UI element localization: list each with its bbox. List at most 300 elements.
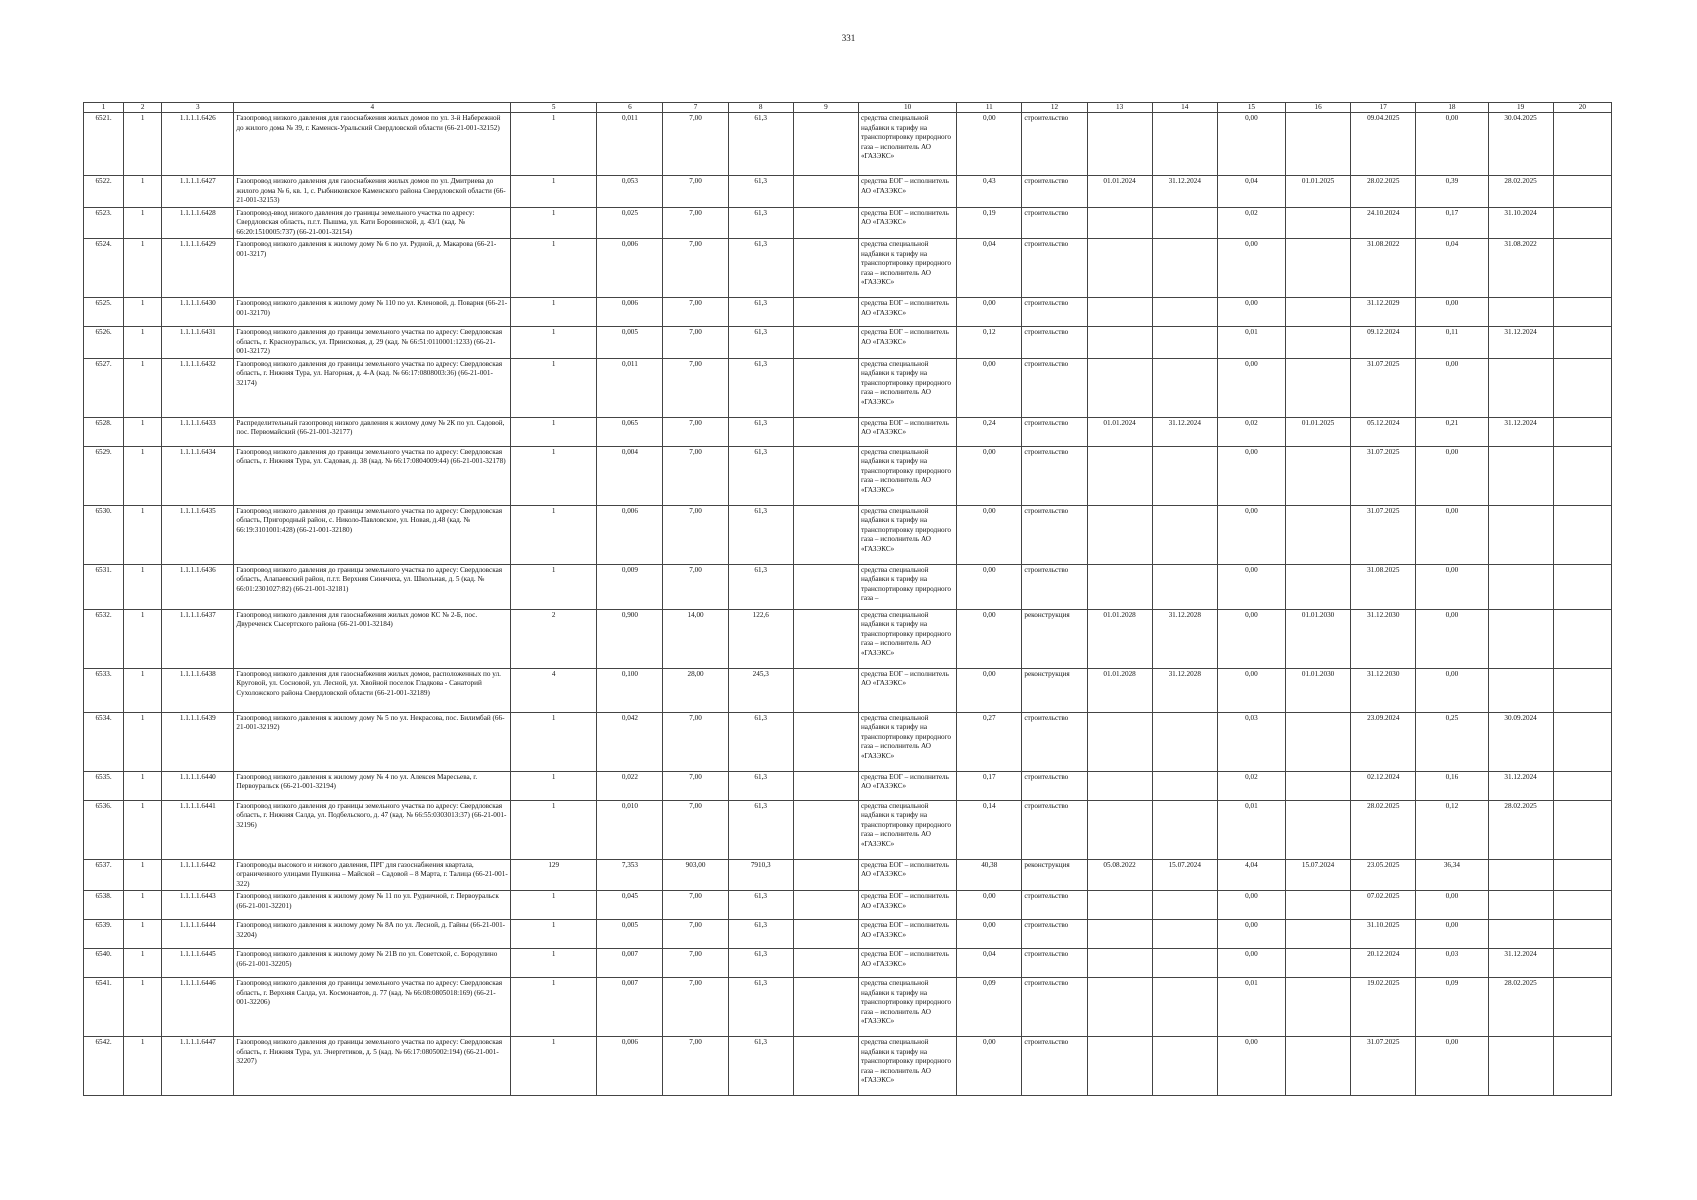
col-9-cell bbox=[793, 920, 858, 949]
work-type-cell: строительство bbox=[1022, 564, 1087, 609]
col-15-cell: 0,02 bbox=[1217, 417, 1285, 446]
table-row bbox=[84, 712, 1612, 771]
code-cell: 1.1.1.1.6436 bbox=[162, 564, 234, 609]
capacity-cell: 7,00 bbox=[663, 446, 728, 505]
completion-date-cell: 31.07.2025 bbox=[1351, 505, 1416, 564]
work-type-cell: строительство bbox=[1022, 949, 1087, 978]
col-20-cell bbox=[1553, 298, 1611, 327]
col-15-cell: 4,04 bbox=[1217, 859, 1285, 891]
col-16-cell bbox=[1286, 920, 1351, 949]
funding-source-cell: средства ЕОГ – исполнитель АО «ГАЗЭКС» bbox=[858, 327, 956, 359]
quantity-cell: 1 bbox=[511, 920, 597, 949]
funding-source-cell: средства ЕОГ – исполнитель АО «ГАЗЭКС» bbox=[858, 920, 956, 949]
completion-date-cell: 24.10.2024 bbox=[1351, 207, 1416, 239]
section-cell: 1 bbox=[124, 771, 162, 800]
capacity-cell: 7,00 bbox=[663, 505, 728, 564]
col-18-cell: 0,00 bbox=[1416, 891, 1488, 920]
section-cell: 1 bbox=[124, 417, 162, 446]
col-16-cell bbox=[1286, 712, 1351, 771]
completion-date-cell: 23.09.2024 bbox=[1351, 712, 1416, 771]
length-cell: 0,005 bbox=[597, 920, 663, 949]
col-18-cell: 0,09 bbox=[1416, 978, 1488, 1037]
length-cell: 0,006 bbox=[597, 1037, 663, 1096]
start-date-cell bbox=[1087, 505, 1152, 564]
work-type-cell: строительство bbox=[1022, 505, 1087, 564]
end-date-cell: 31.12.2024 bbox=[1152, 176, 1217, 208]
column-number-cell: 8 bbox=[728, 103, 793, 113]
column-number-cell: 16 bbox=[1286, 103, 1351, 113]
register-table bbox=[83, 102, 1612, 1096]
power-cell: 61,3 bbox=[728, 176, 793, 208]
object-name-cell: Газопровод-ввод низкого давления до границы земельного участка по адресу: Свердловская область, п.г.т. Пышма, ул. Кати Боровинской, д. 43/1 (кад. № 66:20:1510005:737) (66-21-001-32154) bbox=[234, 207, 511, 239]
col-20-cell bbox=[1553, 920, 1611, 949]
object-name-cell: Газопровод низкого давления к жилому дому № 5 по ул. Некрасова, пос. Билимбай (66-21-001-32192) bbox=[234, 712, 511, 771]
col-18-cell: 0,00 bbox=[1416, 668, 1488, 712]
col-9-cell bbox=[793, 446, 858, 505]
col-9-cell bbox=[793, 978, 858, 1037]
section-cell: 1 bbox=[124, 891, 162, 920]
funding-source-cell: средства специальной надбавки к тарифу на транспортировку природного газа – исполнитель АО «ГАЗЭКС» bbox=[858, 239, 956, 298]
completion-date-cell: 19.02.2025 bbox=[1351, 978, 1416, 1037]
section-cell: 1 bbox=[124, 298, 162, 327]
col-20-cell bbox=[1553, 239, 1611, 298]
table-row bbox=[84, 668, 1612, 712]
table-row bbox=[84, 417, 1612, 446]
section-cell: 1 bbox=[124, 609, 162, 668]
power-cell: 7910,3 bbox=[728, 859, 793, 891]
section-cell: 1 bbox=[124, 564, 162, 609]
quantity-cell: 1 bbox=[511, 712, 597, 771]
row-number-cell: 6536. bbox=[84, 800, 124, 859]
code-cell: 1.1.1.1.6447 bbox=[162, 1037, 234, 1096]
section-cell: 1 bbox=[124, 207, 162, 239]
code-cell: 1.1.1.1.6432 bbox=[162, 358, 234, 417]
end-date-cell: 31.12.2024 bbox=[1152, 417, 1217, 446]
start-date-cell bbox=[1087, 446, 1152, 505]
col-18-cell: 0,00 bbox=[1416, 564, 1488, 609]
end-date-cell: 15.07.2024 bbox=[1152, 859, 1217, 891]
col-16-cell bbox=[1286, 771, 1351, 800]
col-15-cell: 0,02 bbox=[1217, 207, 1285, 239]
row-number-cell: 6525. bbox=[84, 298, 124, 327]
code-cell: 1.1.1.1.6429 bbox=[162, 239, 234, 298]
column-number-cell: 7 bbox=[663, 103, 728, 113]
col-15-cell: 0,01 bbox=[1217, 800, 1285, 859]
completion-date-cell: 31.12.2030 bbox=[1351, 668, 1416, 712]
col-9-cell bbox=[793, 800, 858, 859]
section-cell: 1 bbox=[124, 920, 162, 949]
code-cell: 1.1.1.1.6439 bbox=[162, 712, 234, 771]
length-cell: 0,011 bbox=[597, 113, 663, 176]
capacity-cell: 7,00 bbox=[663, 712, 728, 771]
work-type-cell: реконструкция bbox=[1022, 859, 1087, 891]
capacity-cell: 7,00 bbox=[663, 207, 728, 239]
work-type-cell: строительство bbox=[1022, 771, 1087, 800]
power-cell: 61,3 bbox=[728, 446, 793, 505]
col-16-cell bbox=[1286, 239, 1351, 298]
funding-source-cell: средства специальной надбавки к тарифу на транспортировку природного газа – исполнитель АО «ГАЗЭКС» bbox=[858, 113, 956, 176]
funding-source-cell: средства ЕОГ – исполнитель АО «ГАЗЭКС» bbox=[858, 891, 956, 920]
col-9-cell bbox=[793, 417, 858, 446]
end-date-cell bbox=[1152, 1037, 1217, 1096]
code-cell: 1.1.1.1.6437 bbox=[162, 609, 234, 668]
funding-source-cell: средства специальной надбавки к тарифу на транспортировку природного газа – исполнитель АО «ГАЗЭКС» bbox=[858, 505, 956, 564]
capacity-cell: 7,00 bbox=[663, 771, 728, 800]
code-cell: 1.1.1.1.6431 bbox=[162, 327, 234, 359]
work-type-cell: строительство bbox=[1022, 176, 1087, 208]
col-20-cell bbox=[1553, 800, 1611, 859]
length-cell: 0,007 bbox=[597, 978, 663, 1037]
completion-date-cell: 31.07.2025 bbox=[1351, 446, 1416, 505]
table-row bbox=[84, 1037, 1612, 1096]
capacity-cell: 7,00 bbox=[663, 358, 728, 417]
table-row bbox=[84, 176, 1612, 208]
length-cell: 0,042 bbox=[597, 712, 663, 771]
code-cell: 1.1.1.1.6444 bbox=[162, 920, 234, 949]
work-type-cell: строительство bbox=[1022, 446, 1087, 505]
work-type-cell: строительство bbox=[1022, 113, 1087, 176]
work-type-cell: реконструкция bbox=[1022, 609, 1087, 668]
funding-source-cell: средства ЕОГ – исполнитель АО «ГАЗЭКС» bbox=[858, 298, 956, 327]
completion-date-cell: 07.02.2025 bbox=[1351, 891, 1416, 920]
completion-date-cell: 05.12.2024 bbox=[1351, 417, 1416, 446]
cost-cell: 0,00 bbox=[957, 564, 1022, 609]
funding-source-cell: средства специальной надбавки к тарифу на транспортировку природного газа – исполнитель АО «ГАЗЭКС» bbox=[858, 446, 956, 505]
cost-cell: 0,17 bbox=[957, 771, 1022, 800]
completion-date-cell: 20.12.2024 bbox=[1351, 949, 1416, 978]
col-20-cell bbox=[1553, 609, 1611, 668]
cost-cell: 0,00 bbox=[957, 609, 1022, 668]
cost-cell: 0,04 bbox=[957, 239, 1022, 298]
row-number-cell: 6521. bbox=[84, 113, 124, 176]
column-number-cell: 14 bbox=[1152, 103, 1217, 113]
col-16-cell: 01.01.2025 bbox=[1286, 176, 1351, 208]
row-number-cell: 6526. bbox=[84, 327, 124, 359]
col-15-cell: 0,00 bbox=[1217, 505, 1285, 564]
start-date-cell bbox=[1087, 949, 1152, 978]
section-cell: 1 bbox=[124, 1037, 162, 1096]
start-date-cell bbox=[1087, 358, 1152, 417]
quantity-cell: 1 bbox=[511, 176, 597, 208]
col-16-cell bbox=[1286, 891, 1351, 920]
completion-date-cell: 31.12.2030 bbox=[1351, 609, 1416, 668]
capacity-cell: 7,00 bbox=[663, 1037, 728, 1096]
end-date-cell: 31.12.2028 bbox=[1152, 609, 1217, 668]
start-date-cell bbox=[1087, 800, 1152, 859]
column-number-cell: 3 bbox=[162, 103, 234, 113]
completion-date-cell: 23.05.2025 bbox=[1351, 859, 1416, 891]
cost-cell: 0,43 bbox=[957, 176, 1022, 208]
col-9-cell bbox=[793, 1037, 858, 1096]
section-cell: 1 bbox=[124, 113, 162, 176]
col-16-cell bbox=[1286, 800, 1351, 859]
col-15-cell: 0,00 bbox=[1217, 113, 1285, 176]
col-18-cell: 0,00 bbox=[1416, 1037, 1488, 1096]
table-row bbox=[84, 113, 1612, 176]
completion-date-cell: 09.12.2024 bbox=[1351, 327, 1416, 359]
power-cell: 61,3 bbox=[728, 800, 793, 859]
table-row bbox=[84, 446, 1612, 505]
col-9-cell bbox=[793, 207, 858, 239]
col-16-cell bbox=[1286, 327, 1351, 359]
col-18-cell: 0,00 bbox=[1416, 298, 1488, 327]
col-20-cell bbox=[1553, 327, 1611, 359]
cost-cell: 0,27 bbox=[957, 712, 1022, 771]
length-cell: 0,100 bbox=[597, 668, 663, 712]
quantity-cell: 1 bbox=[511, 564, 597, 609]
power-cell: 61,3 bbox=[728, 327, 793, 359]
completion-date-cell: 31.10.2025 bbox=[1351, 920, 1416, 949]
row-number-cell: 6533. bbox=[84, 668, 124, 712]
column-number-cell: 11 bbox=[957, 103, 1022, 113]
funding-source-cell: средства ЕОГ – исполнитель АО «ГАЗЭКС» bbox=[858, 949, 956, 978]
col-9-cell bbox=[793, 564, 858, 609]
col-20-cell bbox=[1553, 859, 1611, 891]
funding-source-cell: средства ЕОГ – исполнитель АО «ГАЗЭКС» bbox=[858, 207, 956, 239]
col-16-cell bbox=[1286, 949, 1351, 978]
column-number-cell: 20 bbox=[1553, 103, 1611, 113]
end-date-cell bbox=[1152, 978, 1217, 1037]
table-row bbox=[84, 239, 1612, 298]
col-18-cell: 0,00 bbox=[1416, 113, 1488, 176]
end-date-cell bbox=[1152, 800, 1217, 859]
col-15-cell: 0,00 bbox=[1217, 446, 1285, 505]
quantity-cell: 1 bbox=[511, 327, 597, 359]
commissioning-date-cell: 28.02.2025 bbox=[1488, 176, 1553, 208]
capacity-cell: 7,00 bbox=[663, 920, 728, 949]
col-20-cell bbox=[1553, 891, 1611, 920]
quantity-cell: 4 bbox=[511, 668, 597, 712]
work-type-cell: строительство bbox=[1022, 239, 1087, 298]
table-row bbox=[84, 920, 1612, 949]
col-20-cell bbox=[1553, 712, 1611, 771]
col-16-cell bbox=[1286, 298, 1351, 327]
capacity-cell: 7,00 bbox=[663, 176, 728, 208]
cost-cell: 0,00 bbox=[957, 446, 1022, 505]
row-number-cell: 6538. bbox=[84, 891, 124, 920]
commissioning-date-cell: 31.12.2024 bbox=[1488, 417, 1553, 446]
funding-source-cell: средства специальной надбавки к тарифу на транспортировку природного газа – bbox=[858, 564, 956, 609]
section-cell: 1 bbox=[124, 800, 162, 859]
cost-cell: 0,19 bbox=[957, 207, 1022, 239]
column-number-cell: 4 bbox=[234, 103, 511, 113]
object-name-cell: Газопровод низкого давления до границы земельного участка по адресу: Свердловская область, Алапаевский район, п.г.т. Верхняя Синячиха, ул. Школьная, д. 5 (кад. № 66:01:2301027:82) (66-21-001-32181) bbox=[234, 564, 511, 609]
length-cell: 0,006 bbox=[597, 298, 663, 327]
start-date-cell bbox=[1087, 239, 1152, 298]
table-row bbox=[84, 298, 1612, 327]
col-18-cell: 0,25 bbox=[1416, 712, 1488, 771]
table-row bbox=[84, 327, 1612, 359]
completion-date-cell: 09.04.2025 bbox=[1351, 113, 1416, 176]
cost-cell: 0,12 bbox=[957, 327, 1022, 359]
quantity-cell: 1 bbox=[511, 239, 597, 298]
object-name-cell: Газопровод низкого давления к жилому дому № 4 по ул. Алексея Маресьева, г. Первоуральск (66-21-001-32194) bbox=[234, 771, 511, 800]
power-cell: 61,3 bbox=[728, 978, 793, 1037]
cost-cell: 0,00 bbox=[957, 668, 1022, 712]
funding-source-cell: средства ЕОГ – исполнитель АО «ГАЗЭКС» bbox=[858, 668, 956, 712]
commissioning-date-cell: 28.02.2025 bbox=[1488, 978, 1553, 1037]
table-row bbox=[84, 771, 1612, 800]
capacity-cell: 14,00 bbox=[663, 609, 728, 668]
col-16-cell: 01.01.2030 bbox=[1286, 668, 1351, 712]
col-20-cell bbox=[1553, 1037, 1611, 1096]
object-name-cell: Газопровод низкого давления до границы земельного участка по адресу: Свердловская область, г. Нижняя Тура, ул. Энергетиков, д. 5 (кад. № 66:17:0805002:194) (66-21-001-32207) bbox=[234, 1037, 511, 1096]
object-name-cell: Газопровод низкого давления до границы земельного участка по адресу: Свердловская область, г. Красноуральск, ул. Приисковая, д. 29 (кад. № 66:51:0110001:1233) (66-21-001-32172) bbox=[234, 327, 511, 359]
col-16-cell bbox=[1286, 1037, 1351, 1096]
col-15-cell: 0,04 bbox=[1217, 176, 1285, 208]
col-16-cell bbox=[1286, 505, 1351, 564]
col-16-cell bbox=[1286, 113, 1351, 176]
capacity-cell: 7,00 bbox=[663, 113, 728, 176]
column-number-cell: 1 bbox=[84, 103, 124, 113]
code-cell: 1.1.1.1.6434 bbox=[162, 446, 234, 505]
code-cell: 1.1.1.1.6445 bbox=[162, 949, 234, 978]
col-9-cell bbox=[793, 327, 858, 359]
commissioning-date-cell bbox=[1488, 564, 1553, 609]
length-cell: 0,005 bbox=[597, 327, 663, 359]
length-cell: 0,053 bbox=[597, 176, 663, 208]
col-20-cell bbox=[1553, 564, 1611, 609]
end-date-cell bbox=[1152, 113, 1217, 176]
col-15-cell: 0,00 bbox=[1217, 564, 1285, 609]
length-cell: 0,022 bbox=[597, 771, 663, 800]
completion-date-cell: 31.08.2025 bbox=[1351, 564, 1416, 609]
col-15-cell: 0,02 bbox=[1217, 771, 1285, 800]
completion-date-cell: 31.07.2025 bbox=[1351, 358, 1416, 417]
section-cell: 1 bbox=[124, 978, 162, 1037]
col-9-cell bbox=[793, 239, 858, 298]
start-date-cell bbox=[1087, 113, 1152, 176]
quantity-cell: 129 bbox=[511, 859, 597, 891]
col-20-cell bbox=[1553, 978, 1611, 1037]
table-row bbox=[84, 505, 1612, 564]
col-20-cell bbox=[1553, 417, 1611, 446]
commissioning-date-cell: 31.12.2024 bbox=[1488, 771, 1553, 800]
work-type-cell: строительство bbox=[1022, 920, 1087, 949]
col-15-cell: 0,00 bbox=[1217, 668, 1285, 712]
power-cell: 122,6 bbox=[728, 609, 793, 668]
col-16-cell bbox=[1286, 564, 1351, 609]
capacity-cell: 7,00 bbox=[663, 298, 728, 327]
quantity-cell: 1 bbox=[511, 891, 597, 920]
commissioning-date-cell bbox=[1488, 358, 1553, 417]
section-cell: 1 bbox=[124, 358, 162, 417]
start-date-cell bbox=[1087, 920, 1152, 949]
start-date-cell bbox=[1087, 298, 1152, 327]
work-type-cell: реконструкция bbox=[1022, 668, 1087, 712]
col-9-cell bbox=[793, 712, 858, 771]
row-number-cell: 6531. bbox=[84, 564, 124, 609]
power-cell: 245,3 bbox=[728, 668, 793, 712]
length-cell: 0,004 bbox=[597, 446, 663, 505]
table-row bbox=[84, 564, 1612, 609]
length-cell: 0,007 bbox=[597, 949, 663, 978]
capacity-cell: 7,00 bbox=[663, 978, 728, 1037]
section-cell: 1 bbox=[124, 859, 162, 891]
funding-source-cell: средства специальной надбавки к тарифу на транспортировку природного газа – исполнитель АО «ГАЗЭКС» bbox=[858, 800, 956, 859]
commissioning-date-cell: 31.10.2024 bbox=[1488, 207, 1553, 239]
completion-date-cell: 02.12.2024 bbox=[1351, 771, 1416, 800]
end-date-cell bbox=[1152, 239, 1217, 298]
work-type-cell: строительство bbox=[1022, 712, 1087, 771]
col-16-cell bbox=[1286, 446, 1351, 505]
col-9-cell bbox=[793, 609, 858, 668]
column-number-row bbox=[84, 103, 1612, 113]
col-20-cell bbox=[1553, 176, 1611, 208]
commissioning-date-cell bbox=[1488, 505, 1553, 564]
section-cell: 1 bbox=[124, 446, 162, 505]
col-18-cell: 36,34 bbox=[1416, 859, 1488, 891]
capacity-cell: 7,00 bbox=[663, 417, 728, 446]
section-cell: 1 bbox=[124, 949, 162, 978]
quantity-cell: 1 bbox=[511, 207, 597, 239]
code-cell: 1.1.1.1.6440 bbox=[162, 771, 234, 800]
quantity-cell: 1 bbox=[511, 771, 597, 800]
start-date-cell bbox=[1087, 207, 1152, 239]
column-number-cell: 9 bbox=[793, 103, 858, 113]
power-cell: 61,3 bbox=[728, 298, 793, 327]
row-number-cell: 6540. bbox=[84, 949, 124, 978]
start-date-cell bbox=[1087, 771, 1152, 800]
object-name-cell: Газопровод низкого давления для газоснабжения жилых домов по ул. Дмитриева до жилого дома № 6, кв. 1, с. Рыбниковское Каменского района Свердловской области (66-21-001-32153) bbox=[234, 176, 511, 208]
col-9-cell bbox=[793, 949, 858, 978]
col-15-cell: 0,00 bbox=[1217, 298, 1285, 327]
work-type-cell: строительство bbox=[1022, 298, 1087, 327]
capacity-cell: 28,00 bbox=[663, 668, 728, 712]
power-cell: 61,3 bbox=[728, 358, 793, 417]
row-number-cell: 6535. bbox=[84, 771, 124, 800]
table-row bbox=[84, 358, 1612, 417]
commissioning-date-cell bbox=[1488, 920, 1553, 949]
cost-cell: 0,00 bbox=[957, 1037, 1022, 1096]
object-name-cell: Газопровод низкого давления до границы земельного участка по адресу: Свердловская область, г. Нижняя Тура, ул. Нагорная, д. 4-А (кад. № 66:17:0808003:36) (66-21-001-32174) bbox=[234, 358, 511, 417]
end-date-cell bbox=[1152, 712, 1217, 771]
start-date-cell bbox=[1087, 564, 1152, 609]
col-15-cell: 0,00 bbox=[1217, 949, 1285, 978]
code-cell: 1.1.1.1.6435 bbox=[162, 505, 234, 564]
quantity-cell: 1 bbox=[511, 1037, 597, 1096]
capacity-cell: 7,00 bbox=[663, 949, 728, 978]
object-name-cell: Газопровод низкого давления к жилому дому № 110 по ул. Кленовой, д. Поварня (66-21-001-32170) bbox=[234, 298, 511, 327]
quantity-cell: 1 bbox=[511, 800, 597, 859]
column-number-cell: 19 bbox=[1488, 103, 1553, 113]
work-type-cell: строительство bbox=[1022, 978, 1087, 1037]
completion-date-cell: 31.07.2025 bbox=[1351, 1037, 1416, 1096]
col-9-cell bbox=[793, 771, 858, 800]
power-cell: 61,3 bbox=[728, 505, 793, 564]
table-row bbox=[84, 609, 1612, 668]
power-cell: 61,3 bbox=[728, 920, 793, 949]
completion-date-cell: 31.12.2029 bbox=[1351, 298, 1416, 327]
col-20-cell bbox=[1553, 505, 1611, 564]
length-cell: 0,045 bbox=[597, 891, 663, 920]
length-cell: 0,006 bbox=[597, 505, 663, 564]
col-20-cell bbox=[1553, 446, 1611, 505]
length-cell: 7,353 bbox=[597, 859, 663, 891]
funding-source-cell: средства ЕОГ – исполнитель АО «ГАЗЭКС» bbox=[858, 859, 956, 891]
col-9-cell bbox=[793, 298, 858, 327]
funding-source-cell: средства ЕОГ – исполнитель АО «ГАЗЭКС» bbox=[858, 417, 956, 446]
funding-source-cell: средства специальной надбавки к тарифу на транспортировку природного газа – исполнитель АО «ГАЗЭКС» bbox=[858, 978, 956, 1037]
col-9-cell bbox=[793, 113, 858, 176]
row-number-cell: 6534. bbox=[84, 712, 124, 771]
col-9-cell bbox=[793, 668, 858, 712]
work-type-cell: строительство bbox=[1022, 417, 1087, 446]
cost-cell: 0,00 bbox=[957, 920, 1022, 949]
row-number-cell: 6522. bbox=[84, 176, 124, 208]
code-cell: 1.1.1.1.6430 bbox=[162, 298, 234, 327]
row-number-cell: 6523. bbox=[84, 207, 124, 239]
